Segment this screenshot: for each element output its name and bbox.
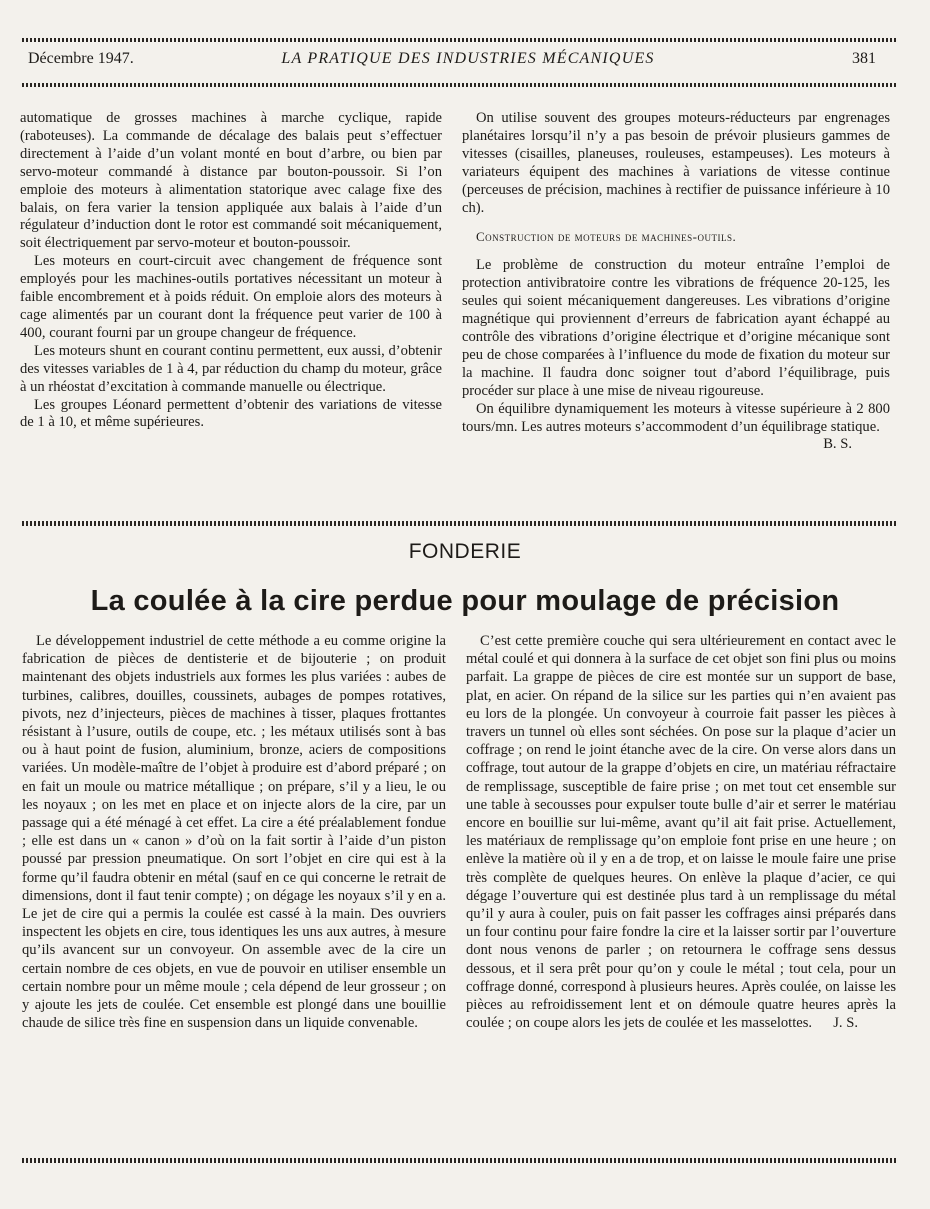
paragraph: Les groupes Léonard permettent d’obtenir des variations de vitesse de 1 à 10, et même supérieures. xyxy=(20,396,442,431)
paragraph: Le problème de construction du moteur entraîne l’emploi de protection antivibratoire contre les vibrations de fréquence 20-125, les seules qui soient mécaniquement dangereuses. Les vibrations d’origine magnétique qui proviennent d’erreurs de fabrication ayant échappé au contrôle des vibrations d’origine électrique et d’origine mécanique sont peu de chose comparées à l’influence du mode de fixation du moteur sur la machine. Il faudra donc soigner tout d’abord l’équilibrage, puis procéder sur place à une mise de niveau rigoureuse. xyxy=(462,257,890,399)
header-date: Décembre 1947. xyxy=(28,50,134,67)
paragraph: automatique de grosses machines à marche cyclique, rapide (raboteuses). La commande de décalage des balais peut s’effectuer directement à l’aide d’un volant monté en bout d’arbre, ou bien par servo-moteur commandé à distance par bouton-poussoir. Si l’on emploie des moteurs à alimentation statorique avec calage fixe des balais, on fera varier la tension appliquée aux balais à l’aide d’un régulateur d’induction dont le rotor est commandé soit mécaniquement, soit électriquement par servo-moteur et bouton-poussoir. xyxy=(20,110,442,252)
paragraph xyxy=(466,632,896,1032)
paragraph: Le développement industriel de cette méthode a eu comme origine la fabrication de pièces de dentisterie et de bijouterie ; on produit maintenant des objets industriels aux formes les plus variées : aubes de turbines, calibres, douilles, coussinets, aubages de pompes rotatives, pivots, nez d’injecteurs, pièces de machines à tisser, plaques frottantes résistant à l’usure, outils de coupe, etc. ; les métaux utilisés sont à bas ou à haut point de fusion, aluminium, bronze, aciers de compositions variées. Un modèle-maître de l’objet à produire est d’abord préparé ; on en fait un moule ou matrice métallique ; on prépare, s’il y a lieu, le ou les noyaux ; on les met en place et on injecte alors de la cire, par un passage qui a été ménagé à cet effet. La cire a été préalablement fondue ; elle est dans un « canon » d’où on la fait sortir à l’aide d’un piston poussé par pression pneumatique. On sort l’objet en cire qui est à la forme qu’il faudra obtenir en métal (sauf en ce qui concerne le retrait de dimensions, dont il faut tenir compte) ; on dégage les noyaux s’il y en a. Le jet de cire qui a permis la coulée est cassé à la main. Des ouvriers inspectent les objets en cire, tous identiques les uns aux autres, à mesure qu’ils avancent sur un convoyeur. On assemble avec de la cire un certain nombre de ces objets, en vue de pouvoir en utiliser ensemble un certain nombre pour un même moule ; cela dépend de leur grosseur ; on y ajoute les jets de coulée. Cet ensemble est plongé dans une bouillie chaude de silice très fine en suspension dans un liquide convenable. xyxy=(22,633,446,1032)
paragraph: Les moteurs en court-circuit avec changement de fréquence sont employés pour les machines-outils portatives nécessitant un moteur à faible encombrement et à poids réduit. On emploie alors des moteurs à cage alimentés par un courant dont la fréquence peut varier de 100 à 400, courant fourni par un groupe changeur de fréquence. xyxy=(20,253,442,341)
top-right-column xyxy=(462,110,890,454)
section-divider xyxy=(22,521,898,526)
article-left-column xyxy=(22,632,446,1032)
journal-title: LA PRATIQUE DES INDUSTRIES MÉCANIQUES xyxy=(281,50,655,67)
paragraph: On utilise souvent des groupes moteurs-réducteurs par engrenages planétaires lorsqu’il n’y a pas besoin de prévoir plusieurs gammes de vitesses (cisailles, planeuses, rouleuses, estampeuses). Les moteurs à variateurs équipent des machines à variations de vitesse continue (perceuses de précision, machines à rectifier de puissance inférieure à 10 ch). xyxy=(462,110,890,216)
top-left-column xyxy=(20,110,442,432)
paragraph: Les moteurs shunt en courant continu permettent, eux aussi, d’obtenir des vitesses variables de 1 à 4, par réduction du champ du moteur, grâce à un rhéostat d’excitation à commande manuelle ou électrique. xyxy=(20,342,442,395)
author-signature: J. S. xyxy=(833,1015,858,1032)
article-title: La coulée à la cire perdue pour moulage de précision xyxy=(90,585,840,617)
author-signature: B. S. xyxy=(823,436,852,453)
subheading: Construction de moteurs de machines-outils. xyxy=(476,229,737,245)
bottom-rule xyxy=(22,1158,898,1163)
section-title: FONDERIE xyxy=(408,540,522,563)
paragraph-text: C’est cette première couche qui sera ultérieurement en contact avec le métal coulé et qui donnera à la surface de cet objet son fini plus ou moins parfait. La grappe de pièces de cire est montée sur un support de base, plat, en acier. On répand de la silice sur les parties qui n’en avaient pas eu lors de la plongée. Un convoyeur à courroie fait passer les pièces à travers un tunnel où elles sont séchées. On pose sur la plaque d’acier un coffrage ; on rend le joint étanche avec de la cire. On verse alors dans un coffrage, tout autour de la grappe d’objets en cire, un matériau réfractaire de remplissage, susceptible de faire prise ; on met tout cet ensemble sur une table à secousses pour expulser toute bulle d’air et serrer le matériau encore en bouillie sur lui-même, avant qu’il ait fait prise. Actuellement, les matériaux de remplissage qu’on emploie font prise en une heure ; on enlève la matière où il y en a de trop, et on laisse le moule faire une prise très complète de quelques heures. On enlève la plaque d’acier, ce qui dégage l’ouverture qui est destinée plus tard à un remplissage du métal qu’il y aura à couler, puis on fait passer les coffrages ainsi préparés dans un four continu pour faire fondre la cire et la laisser sortir par l’ouverture dont nous venons de parler ; on retournera le coffrage sens dessus dessous, et il sera prêt pour qu’on y coule le métal ; tout cela, pour un coffrage donné, correspond à plusieurs heures. Après coulée, on laisse les pièces au refroidissement lent et on démoule quatre heures après la coulée ; on coupe alors les jets de coulée et les masselottes. xyxy=(466,633,896,1032)
top-border-rule xyxy=(22,38,898,42)
paragraph-text: On équilibre dynamiquement les moteurs à vitesse supérieure à 2 800 tours/mn. Les autres moteurs s’accommodent d’un équilibrage statique. xyxy=(462,400,890,435)
header-rule xyxy=(22,83,898,87)
paragraph xyxy=(462,400,890,453)
article-right-column xyxy=(466,632,896,1032)
page-header xyxy=(28,50,876,74)
page-number: 381 xyxy=(852,50,876,67)
